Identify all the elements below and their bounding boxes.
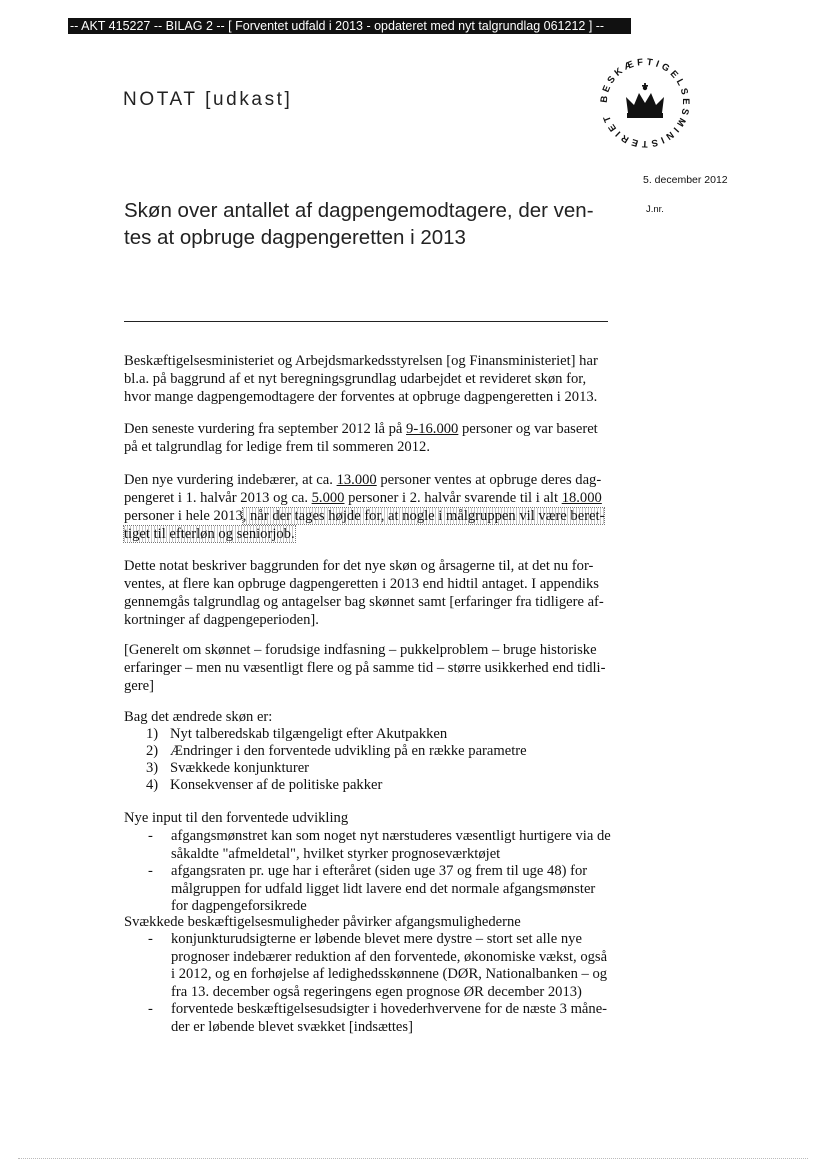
text-line: personer i hele 2013, når der tages højde for, at nogle i målgruppen vil være beret-: [124, 508, 605, 524]
scan-footer-line: [18, 1158, 808, 1159]
list-item: 2) Ændringer i den forventede udvikling på en række parametre: [146, 743, 527, 759]
title-line-1: Skøn over antallet af dagpengemodtagere, der ven-: [124, 199, 594, 222]
list-item: 1) Nyt talberedskab tilgængeligt efter Akutpakken: [146, 726, 448, 742]
text-line: Beskæftigelsesministeriet og Arbejdsmarkedsstyrelsen [og Finansministeriet] har: [124, 353, 598, 369]
text-line: [124, 525, 614, 543]
list-item: 3) Svækkede konjunkturer: [146, 760, 310, 776]
text-line: Den seneste vurdering fra september 2012 lå på 9-16.000 personer og var baseret: [124, 421, 598, 437]
header-stamp: -- AKT 415227 -- BILAG 2 -- [ Forventet udfald i 2013 - opdateret med nyt talgrundlag 061212 ] --: [68, 18, 631, 34]
reasons-heading: Bag det ændrede skøn er:: [124, 709, 273, 725]
estimate-range: 9-16.000: [406, 421, 459, 437]
doc-label: NOTAT [udkast]: [123, 89, 293, 110]
input-heading: Nye input til den forventede udvikling: [124, 810, 349, 826]
text-line: kortninger af dagpengeperioden].: [124, 612, 319, 628]
crown-icon: [626, 83, 664, 118]
list-item: 4) Konsekvenser af de politiske pakker: [146, 777, 383, 793]
text-line: på et talgrundlag for ledige frem til sommeren 2012.: [124, 439, 430, 455]
paragraph-previous-estimate: [124, 420, 614, 456]
text-line: Dette notat beskriver baggrunden for det nye skøn og årsagerne til, at det nu for-: [124, 558, 594, 574]
paragraph-intro: [124, 352, 614, 406]
journal-number-label: J.nr.: [646, 204, 664, 215]
title-divider: [124, 321, 608, 322]
text-line: gennemgås talgrundlag og antagelser bag skønnet samt [erfaringer fra tidligere af-: [124, 594, 604, 610]
weak-heading: Svækkede beskæftigelsesmuligheder påvirker afgangsmulighederne: [124, 914, 521, 930]
paragraph-purpose: [124, 557, 614, 629]
ministry-crown-logo: [592, 50, 698, 156]
highlighted-text: tiget til efterløn og seniorjob.: [124, 526, 295, 542]
text-line: ventes, at flere kan opbruge dagpengeretten i 2013 end hidtil antaget. I appendiks: [124, 576, 599, 592]
document-title: [124, 197, 604, 251]
text-line: pengeret i 1. halvår 2013 og ca. 5.000 personer i 2. halvår svarende til i alt 18.000: [124, 490, 602, 506]
text-line: bl.a. på baggrund af et nyt beregningsgrundlag udarbejdet et revideret skøn for,: [124, 371, 587, 387]
text-line: [Generelt om skønnet – forudsige indfasning – pukkelproblem – bruge historiske: [124, 642, 597, 658]
highlighted-text: , når der tages højde for, at nogle i målgruppen vil være beret-: [242, 508, 605, 524]
document-date: 5. december 2012: [643, 174, 728, 186]
logo-ring-text: BESKÆFTIGELSESMINISTERIET: [598, 56, 692, 150]
text-line: Den nye vurdering indebærer, at ca. 13.000 personer ventes at opbruge deres dag-: [124, 472, 602, 488]
title-line-2: tes at opbruge dagpengeretten i 2013: [124, 226, 466, 249]
paragraph-new-estimate: [124, 471, 614, 543]
estimate-h2: 5.000: [311, 490, 345, 506]
estimate-total: 18.000: [561, 490, 602, 506]
text-line: hvor mange dagpengemodtagere der forventes at opbruge dagpengeretten i 2013.: [124, 389, 598, 405]
paragraph-general-note: [124, 641, 614, 695]
estimate-h1: 13.000: [336, 472, 377, 488]
text-line: erfaringer – men nu væsentligt flere og på samme tid – større usikkerhed end tidli-: [124, 660, 606, 676]
text-line: gere]: [124, 678, 154, 694]
